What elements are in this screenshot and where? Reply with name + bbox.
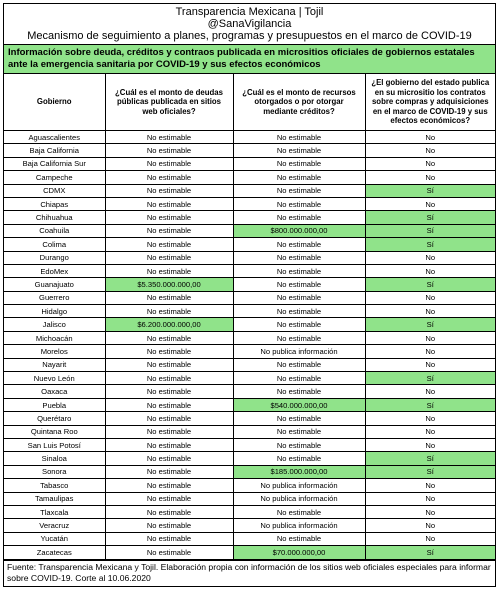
table-row xyxy=(4,197,495,210)
table-row xyxy=(4,184,495,197)
creditos-cell: No estimable xyxy=(233,157,365,170)
deuda-cell: No estimable xyxy=(105,479,233,492)
deuda-cell: No estimable xyxy=(105,546,233,559)
state-name-cell: CDMX xyxy=(4,184,105,197)
state-name-cell: Tlaxcala xyxy=(4,505,105,518)
state-name-cell: Durango xyxy=(4,251,105,264)
deuda-cell: No estimable xyxy=(105,171,233,184)
deuda-cell: No estimable xyxy=(105,358,233,371)
deuda-cell: No estimable xyxy=(105,505,233,518)
contratos-cell: No xyxy=(365,157,495,170)
deuda-cell: No estimable xyxy=(105,131,233,144)
table-row xyxy=(4,532,495,545)
contratos-cell: Sí xyxy=(365,546,495,559)
table-row xyxy=(4,224,495,237)
table-row xyxy=(4,438,495,451)
state-name-cell: Nuevo León xyxy=(4,372,105,385)
column-header-creditos: ¿Cuál es el monto de recursos otorgados o por otorgar mediante créditos? xyxy=(233,74,365,131)
state-name-cell: Veracruz xyxy=(4,519,105,532)
table-row xyxy=(4,131,495,144)
state-name-cell: Campeche xyxy=(4,171,105,184)
table-row xyxy=(4,251,495,264)
table-body xyxy=(4,131,495,560)
contratos-cell: Sí xyxy=(365,211,495,224)
state-name-cell: Guerrero xyxy=(4,291,105,304)
creditos-cell: No estimable xyxy=(233,197,365,210)
deuda-cell: No estimable xyxy=(105,331,233,344)
contratos-cell: Sí xyxy=(365,372,495,385)
contratos-cell: No xyxy=(365,412,495,425)
deuda-cell: No estimable xyxy=(105,425,233,438)
deuda-cell: No estimable xyxy=(105,465,233,478)
table-row xyxy=(4,398,495,411)
state-name-cell: Querétaro xyxy=(4,412,105,425)
state-name-cell: Nayarit xyxy=(4,358,105,371)
creditos-cell: No estimable xyxy=(233,131,365,144)
document-frame xyxy=(3,3,496,587)
creditos-cell: No publica información xyxy=(233,492,365,505)
creditos-cell: No estimable xyxy=(233,211,365,224)
state-name-cell: Jalisco xyxy=(4,318,105,331)
contratos-cell: Sí xyxy=(365,318,495,331)
table-row xyxy=(4,372,495,385)
table-row xyxy=(4,546,495,559)
states-table xyxy=(4,74,495,560)
contratos-cell: No xyxy=(365,131,495,144)
deuda-cell: No estimable xyxy=(105,184,233,197)
contratos-cell: No xyxy=(365,264,495,277)
contratos-cell: No xyxy=(365,251,495,264)
creditos-cell: No publica información xyxy=(233,345,365,358)
table-row xyxy=(4,425,495,438)
creditos-cell: No estimable xyxy=(233,438,365,451)
creditos-cell: No estimable xyxy=(233,184,365,197)
creditos-cell: No estimable xyxy=(233,318,365,331)
deuda-cell: No estimable xyxy=(105,251,233,264)
state-name-cell: Aguascalientes xyxy=(4,131,105,144)
state-name-cell: Michoacán xyxy=(4,331,105,344)
deuda-cell: No estimable xyxy=(105,372,233,385)
deuda-cell: No estimable xyxy=(105,398,233,411)
state-name-cell: San Luis Potosí xyxy=(4,438,105,451)
creditos-cell: No estimable xyxy=(233,278,365,291)
state-name-cell: Sinaloa xyxy=(4,452,105,465)
state-name-cell: Hidalgo xyxy=(4,305,105,318)
deuda-cell: No estimable xyxy=(105,224,233,237)
deuda-cell: No estimable xyxy=(105,291,233,304)
state-name-cell: EdoMex xyxy=(4,264,105,277)
creditos-cell: No estimable xyxy=(233,372,365,385)
deuda-cell: No estimable xyxy=(105,519,233,532)
creditos-cell: No estimable xyxy=(233,144,365,157)
table-row xyxy=(4,519,495,532)
table-row xyxy=(4,479,495,492)
state-name-cell: Oaxaca xyxy=(4,385,105,398)
contratos-cell: No xyxy=(365,345,495,358)
state-name-cell: Guanajuato xyxy=(4,278,105,291)
table-row xyxy=(4,264,495,277)
table-row xyxy=(4,305,495,318)
table-row xyxy=(4,238,495,251)
creditos-cell: No publica información xyxy=(233,519,365,532)
contratos-cell: Sí xyxy=(365,452,495,465)
creditos-cell: No estimable xyxy=(233,251,365,264)
deuda-cell: No estimable xyxy=(105,305,233,318)
deuda-cell: No estimable xyxy=(105,385,233,398)
creditos-cell: No estimable xyxy=(233,291,365,304)
creditos-cell: No estimable xyxy=(233,532,365,545)
contratos-cell: No xyxy=(365,425,495,438)
table-row xyxy=(4,278,495,291)
table-row xyxy=(4,492,495,505)
state-name-cell: Tabasco xyxy=(4,479,105,492)
table-row xyxy=(4,452,495,465)
contratos-cell: No xyxy=(365,438,495,451)
deuda-cell: No estimable xyxy=(105,438,233,451)
table-row xyxy=(4,157,495,170)
contratos-cell: No xyxy=(365,532,495,545)
contratos-cell: No xyxy=(365,144,495,157)
state-name-cell: Coahuila xyxy=(4,224,105,237)
source-footer: Fuente: Transparencia Mexicana y Tojil. Elaboración propia con información de los sitios web oficiales especiales para informar sobre COVID-19. Corte al 10.06.2020 xyxy=(4,560,495,586)
creditos-cell: No publica información xyxy=(233,479,365,492)
creditos-cell: $800.000.000,00 xyxy=(233,224,365,237)
creditos-cell: $185.000.000,00 xyxy=(233,465,365,478)
table-row xyxy=(4,331,495,344)
table-row xyxy=(4,318,495,331)
deuda-cell: No estimable xyxy=(105,345,233,358)
table-row xyxy=(4,385,495,398)
table-row xyxy=(4,465,495,478)
state-name-cell: Baja California Sur xyxy=(4,157,105,170)
table-row xyxy=(4,412,495,425)
contratos-cell: Sí xyxy=(365,238,495,251)
state-name-cell: Tamaulipas xyxy=(4,492,105,505)
deuda-cell: No estimable xyxy=(105,452,233,465)
header-handle: @SanaVigilancia xyxy=(207,18,292,30)
state-name-cell: Sonora xyxy=(4,465,105,478)
creditos-cell: No estimable xyxy=(233,412,365,425)
contratos-cell: No xyxy=(365,492,495,505)
creditos-cell: No estimable xyxy=(233,264,365,277)
contratos-cell: No xyxy=(365,505,495,518)
creditos-cell: No estimable xyxy=(233,452,365,465)
contratos-cell: Sí xyxy=(365,398,495,411)
state-name-cell: Chiapas xyxy=(4,197,105,210)
contratos-cell: Sí xyxy=(365,465,495,478)
deuda-cell: No estimable xyxy=(105,157,233,170)
state-name-cell: Colima xyxy=(4,238,105,251)
contratos-cell: No xyxy=(365,479,495,492)
deuda-cell: No estimable xyxy=(105,264,233,277)
state-name-cell: Morelos xyxy=(4,345,105,358)
contratos-cell: No xyxy=(365,305,495,318)
column-header-gobierno: Gobierno xyxy=(4,74,105,131)
contratos-cell: No xyxy=(365,519,495,532)
table-row xyxy=(4,211,495,224)
state-name-cell: Chihuahua xyxy=(4,211,105,224)
contratos-cell: No xyxy=(365,291,495,304)
deuda-cell: No estimable xyxy=(105,492,233,505)
contratos-cell: No xyxy=(365,171,495,184)
table-row xyxy=(4,345,495,358)
contratos-cell: No xyxy=(365,358,495,371)
deuda-cell: No estimable xyxy=(105,211,233,224)
table-header-row xyxy=(4,74,495,131)
column-header-deuda: ¿Cuál es el monto de deudas públicas publicada en sitios web oficiales? xyxy=(105,74,233,131)
creditos-cell: $540.000.000,00 xyxy=(233,398,365,411)
creditos-cell: No estimable xyxy=(233,358,365,371)
table-row xyxy=(4,171,495,184)
info-banner: Información sobre deuda, créditos y contraos publicada en micrositios oficiales de gobiernos estatales ante la emergencia sanitaria por COVID-19 y sus efectos económicos xyxy=(4,44,495,74)
creditos-cell: $70.000.000,00 xyxy=(233,546,365,559)
contratos-cell: No xyxy=(365,197,495,210)
state-name-cell: Quintana Roo xyxy=(4,425,105,438)
creditos-cell: No estimable xyxy=(233,171,365,184)
contratos-cell: Sí xyxy=(365,224,495,237)
contratos-cell: Sí xyxy=(365,278,495,291)
state-name-cell: Baja California xyxy=(4,144,105,157)
deuda-cell: $5.350.000.000,00 xyxy=(105,278,233,291)
deuda-cell: No estimable xyxy=(105,197,233,210)
header-title: Transparencia Mexicana | Tojil xyxy=(175,6,324,18)
table-row xyxy=(4,291,495,304)
creditos-cell: No estimable xyxy=(233,385,365,398)
contratos-cell: Sí xyxy=(365,184,495,197)
table-row xyxy=(4,505,495,518)
contratos-cell: No xyxy=(365,385,495,398)
state-name-cell: Yucatán xyxy=(4,532,105,545)
deuda-cell: No estimable xyxy=(105,412,233,425)
deuda-cell: No estimable xyxy=(105,238,233,251)
column-header-contratos: ¿El gobierno del estado publica en su micrositio los contratos sobre compras y adquisiciones en el marco de COVID-19 y sus efectos económicos? xyxy=(365,74,495,131)
deuda-cell: No estimable xyxy=(105,144,233,157)
table-row xyxy=(4,144,495,157)
deuda-cell: No estimable xyxy=(105,532,233,545)
header-subtitle: Mecanismo de seguimiento a planes, programas y presupuestos en el marco de COVID-19 xyxy=(27,30,472,42)
creditos-cell: No estimable xyxy=(233,505,365,518)
creditos-cell: No estimable xyxy=(233,425,365,438)
deuda-cell: $6.200.000.000,00 xyxy=(105,318,233,331)
creditos-cell: No estimable xyxy=(233,305,365,318)
table-row xyxy=(4,358,495,371)
creditos-cell: No estimable xyxy=(233,238,365,251)
state-name-cell: Puebla xyxy=(4,398,105,411)
contratos-cell: No xyxy=(365,331,495,344)
state-name-cell: Zacatecas xyxy=(4,546,105,559)
creditos-cell: No estimable xyxy=(233,331,365,344)
